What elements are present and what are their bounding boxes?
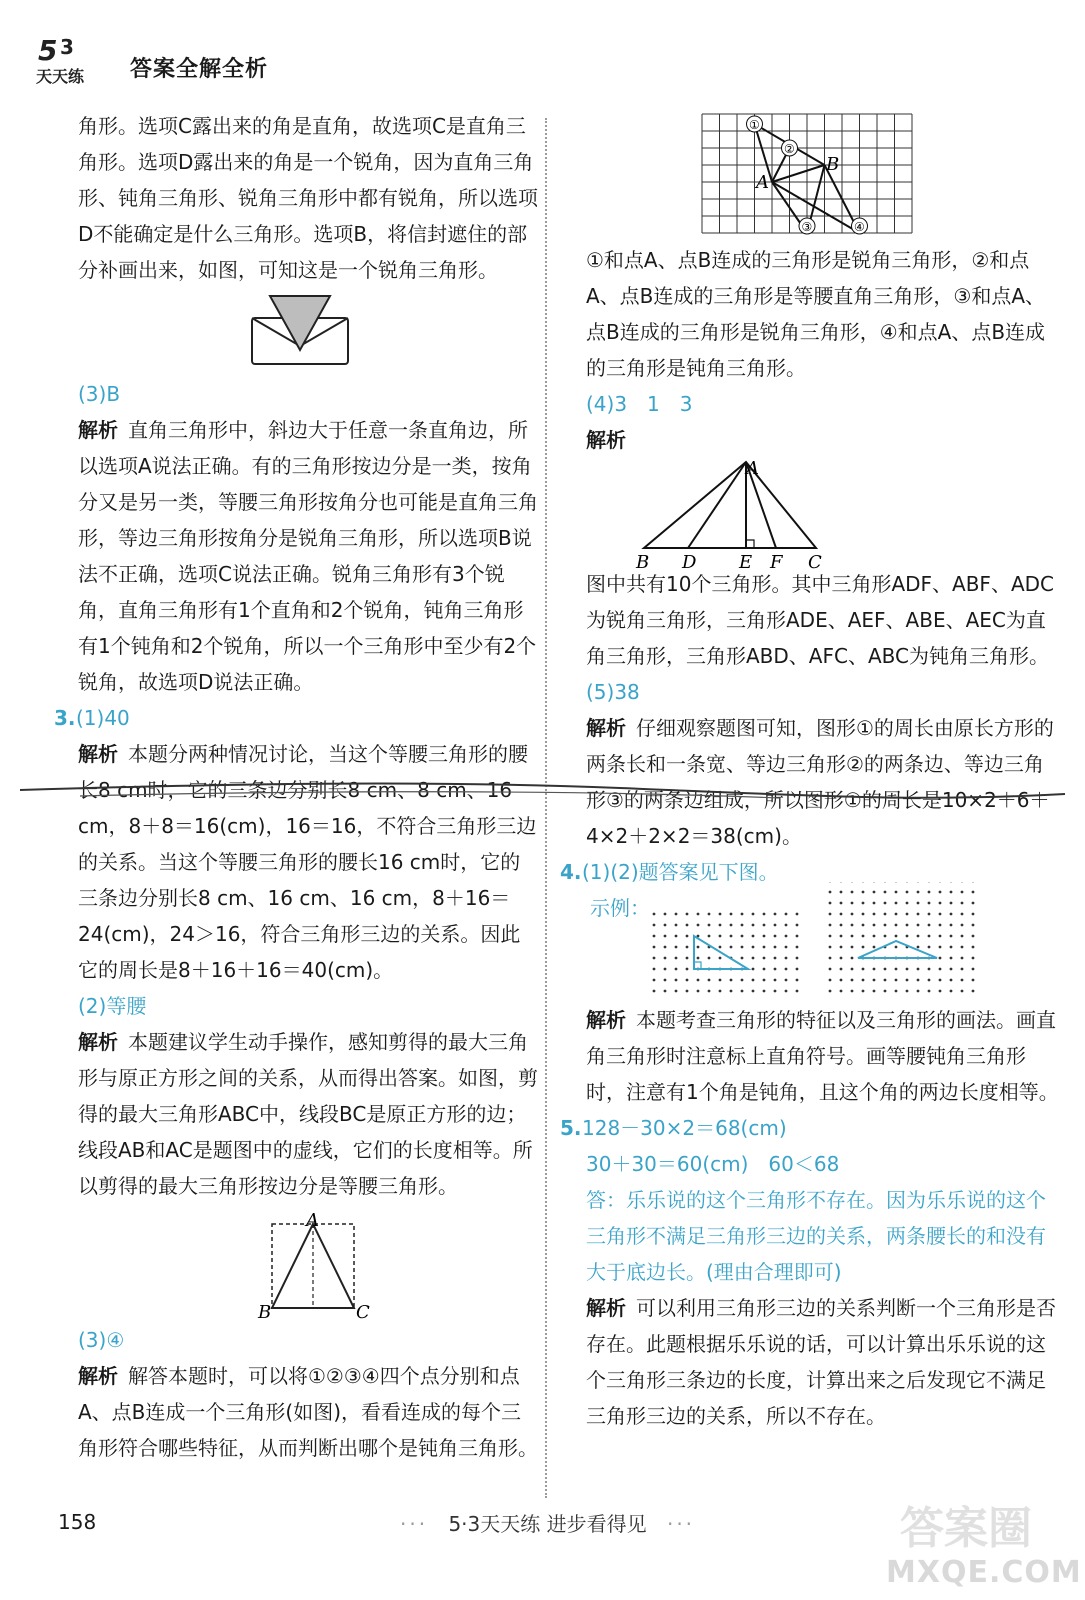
- dot-grid-examples: [586, 890, 1061, 1002]
- q3-5-text: 仔细观察题图可知，图形①的周长由原长方形的两条长和一条宽、等边三角形②的两条边、等边三角形③的两条边组成，所以图形①的周长是10×2＋6＋4×2＋2×2＝38(cm)。: [586, 716, 1054, 848]
- q3-1-text: 本题分两种情况讨论，当这个等腰三角形的腰长8 cm时，它的三条边分别长8 cm、8 cm、16 cm，8＋8＝16(cm)，16＝16，不符合三角形三边的关系。当这个等腰三角形的腰长16 cm时，它的三条边分别长8 cm、16 cm、16 cm，8＋16＝24(cm)，24＞16，符合三角形三边的关系。因此它的周长是8＋16＋16＝40(cm)。: [78, 742, 537, 982]
- tri-label-a: A: [746, 458, 759, 479]
- q5-calc-1: 128－30×2＝68(cm): [582, 1116, 787, 1140]
- analysis-label: 解析: [586, 716, 626, 740]
- page-header-title: 答案全解全析: [130, 57, 269, 82]
- q3-1-answer: (1)40: [76, 706, 130, 730]
- vertex-a-label: A: [306, 1210, 319, 1231]
- q3-4-text: 图中共有10个三角形。其中三角形ADF、ABF、ADC为锐角三角形，三角形ADE、AEF、ABE、AEC为直角三角形，三角形ABD、AFC、ABC为钝角三角形。: [586, 572, 1054, 668]
- envelope-figure: [58, 292, 538, 372]
- tri-label-d: D: [682, 552, 697, 573]
- logo-icon: [34, 30, 118, 86]
- q5-line-1: [560, 1110, 1061, 1146]
- analysis-label: 解析: [78, 418, 118, 442]
- grid-figure: [586, 112, 1061, 238]
- tri-label-b: B: [636, 552, 650, 573]
- tri-label-e: E: [739, 552, 753, 573]
- q3-5-answer: (5)38: [586, 680, 640, 704]
- q5-calc-2: 30＋30＝60(cm) 60＜68: [586, 1152, 840, 1176]
- vertex-c-label: C: [356, 1302, 370, 1323]
- q3-2-answer: (2)等腰: [78, 994, 147, 1018]
- grid-point-4-label: ④: [854, 220, 865, 234]
- analysis-label: 解析: [78, 742, 118, 766]
- tri-label-f: F: [770, 552, 783, 573]
- analysis-label: 解析: [78, 1364, 118, 1388]
- footer-dots-left: ···: [400, 1512, 429, 1536]
- analysis-label: 解析: [586, 428, 626, 452]
- watermark-url: MXQE.COM: [886, 1555, 1082, 1590]
- q4-answer-line: [560, 854, 1061, 890]
- question-number-5: 5.: [560, 1116, 582, 1140]
- analysis-label: 解析: [78, 1030, 118, 1054]
- grid-point-2-label: ②: [784, 142, 795, 156]
- page-number: 158: [58, 1510, 97, 1534]
- q2-3-answer: (3)B: [78, 382, 121, 406]
- q3-2-text: 本题建议学生动手操作，感知剪得的最大三角形与原正方形之间的关系，从而得出答案。如图，剪得的最大三角形ABC中，线段BC是原正方形的边；线段AB和AC是题图中的虚线，它们的长度相等。所以剪得的最大三角形按边分是等腰三角形。: [78, 1030, 538, 1198]
- q4-analysis: [586, 1002, 1061, 1110]
- q3-4-analysis-label: [586, 422, 1061, 458]
- q5-analysis: [586, 1290, 1061, 1434]
- analysis-label: 解析: [586, 1296, 626, 1320]
- q3-3-text: 解答本题时，可以将①②③④四个点分别和点A、点B连成一个三角形(如图)，看看连成的每个三角形符合哪些特征，从而判断出哪个是钝角三角形。: [78, 1364, 538, 1460]
- q3-4-answer: (4)3 1 3: [586, 392, 693, 416]
- watermark-logo: 答案圈: [900, 1503, 1032, 1554]
- q3-2-analysis: [58, 1024, 538, 1204]
- tri-label-c: C: [808, 552, 822, 573]
- q2-3-analysis: [58, 412, 538, 700]
- question-number-3: 3.: [54, 706, 76, 730]
- grid-point-a-label: A: [756, 172, 769, 193]
- svg-text:3: 3: [60, 35, 74, 59]
- analysis-label: 解析: [586, 1008, 626, 1032]
- vertex-b-label: B: [258, 1302, 272, 1323]
- footer-dots-right: ···: [666, 1512, 696, 1536]
- svg-text:天天练: 天天练: [36, 67, 85, 86]
- q4-text: 本题考查三角形的特征以及三角形的画法。画直角三角形时注意标上直角符号。画等腰钝角三角形时，注意有1个角是钝角，且这个角的两边长度相等。: [586, 1008, 1059, 1104]
- q5-text: 可以利用三角形三边的关系判断一个三角形是否存在。此题根据乐乐说的话，可以计算出乐乐说的这个三角形三条边的长度，计算出来之后发现它不满足三角形三边的关系，所以不存在。: [586, 1296, 1056, 1428]
- q3-3-analysis: [58, 1358, 538, 1466]
- pen-stroke-mark: [20, 760, 1065, 820]
- q3-3-answer: (3)④: [78, 1328, 125, 1352]
- isosceles-square-figure: [58, 1208, 538, 1323]
- footer-slogan-text: 5·3天天练 进步看得见: [448, 1512, 647, 1536]
- grid-point-b-label: B: [826, 154, 840, 175]
- q5-answer: 答：乐乐说的这个三角形不存在。因为乐乐说的这个三角形不满足三角形三边的关系，两条腰长的和没有大于底边长。(理由合理即可): [586, 1188, 1046, 1284]
- svg-text:5: 5: [38, 34, 58, 67]
- q3-1-answer-line: [54, 700, 538, 736]
- q4-answer: (1)(2)题答案见下图。: [582, 860, 779, 884]
- right-paragraph-1: ①和点A、点B连成的三角形是锐角三角形，②和点A、点B连成的三角形是等腰直角三角形，③和点A、点B连成的三角形是锐角三角形，④和点A、点B连成的三角形是钝角三角形。: [586, 248, 1046, 380]
- q4-example-row: [586, 890, 1061, 1002]
- question-number-4: 4.: [560, 860, 582, 884]
- q4-example-label: 示例：: [590, 896, 650, 920]
- footer-slogan: [400, 1508, 695, 1537]
- left-paragraph-1: 角形。选项C露出来的角是直角，故选项C是直角三角形。选项D露出来的角是一个锐角，因为直角三角形、钝角三角形、锐角三角形中都有锐角，所以选项D不能确定是什么三角形。选项B，将信封遮住的部分补画出来，如图，可知这是一个锐角三角形。: [78, 114, 538, 282]
- grid-point-3-label: ③: [801, 220, 813, 234]
- grid-point-1-label: ①: [749, 118, 760, 132]
- q2-3-text: 直角三角形中，斜边大于任意一条直角边，所以选项A说法正确。有的三角形按边分是一类，按角分又是另一类，等腰三角形按角分也可能是直角三角形，等边三角形按角分是锐角三角形，所以选项B说法不正确，选项C说法正确。锐角三角形有3个锐角，直角三角形有1个直角和2个锐角，钝角三角形有1个钝角和2个锐角，所以一个三角形中至少有2个锐角，故选项D说法正确。: [78, 418, 538, 694]
- triangle-bdefc-figure: [586, 458, 1061, 573]
